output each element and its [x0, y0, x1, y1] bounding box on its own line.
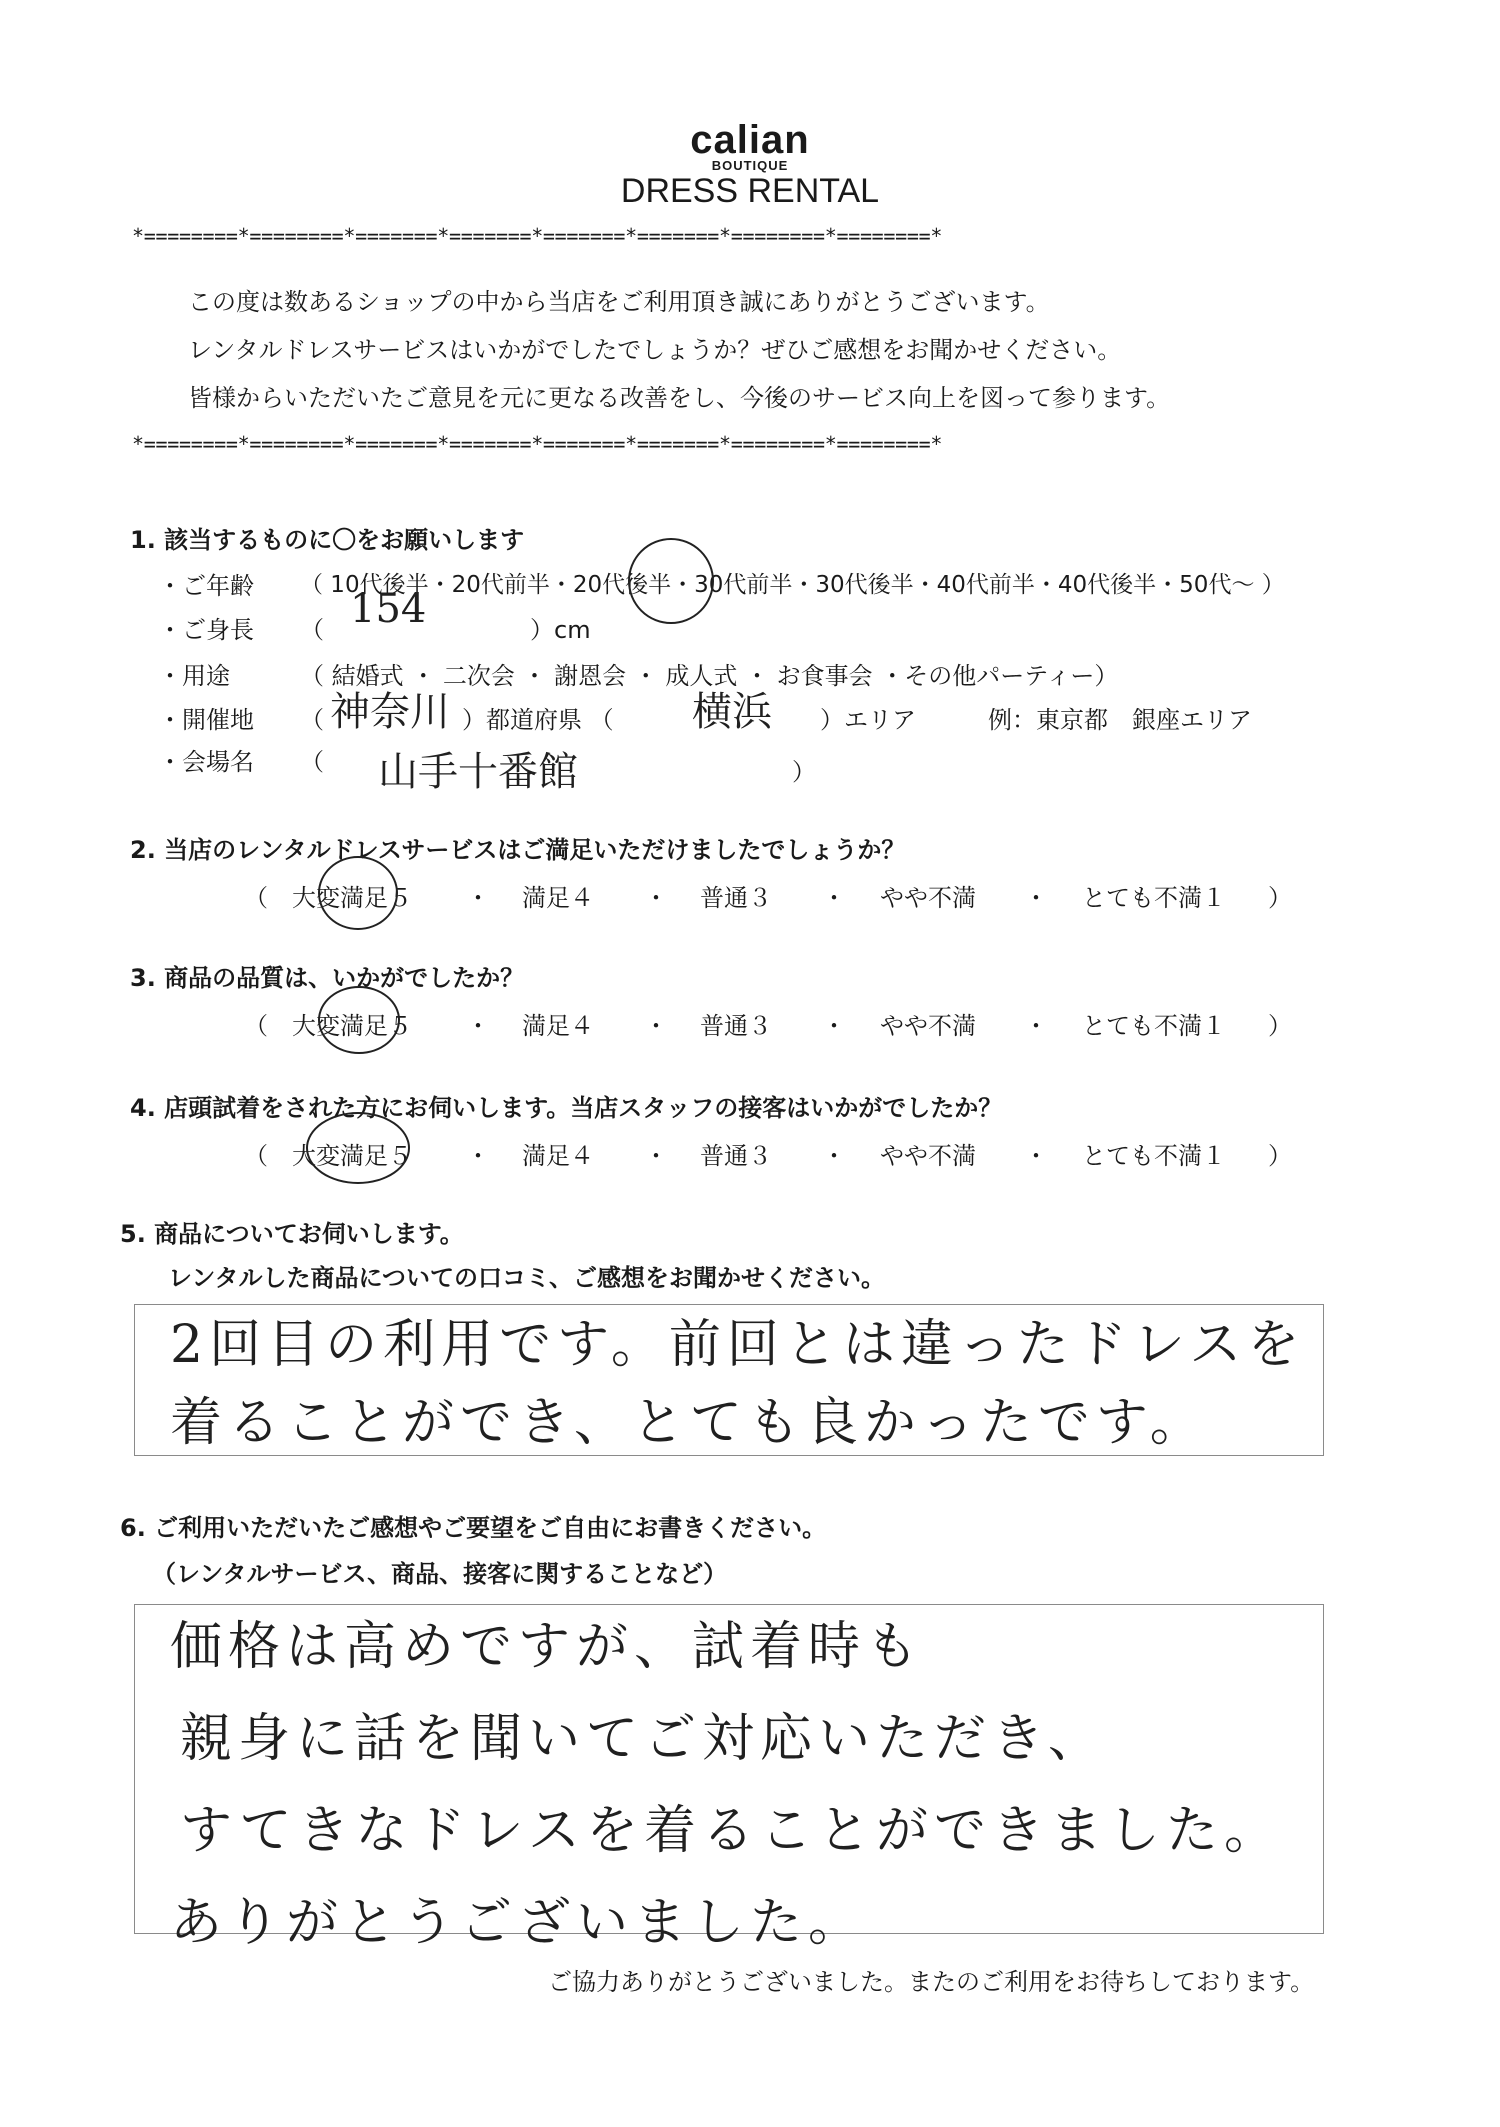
q6-subtitle: （レンタルサービス、商品、接客に関することなど）: [152, 1560, 728, 1588]
height-value: 154: [350, 586, 427, 632]
brand-logo: calian: [690, 118, 810, 162]
q4-open: （: [244, 1142, 268, 1170]
q4-option-1: とても不満１: [1082, 1142, 1226, 1170]
venue-label: ・会場名: [158, 748, 254, 776]
intro-line-3: 皆様からいただいたご意見を元に更なる改善をし、今後のサービス向上を図って参ります。: [188, 384, 1171, 412]
location-prefecture: 神奈川: [330, 689, 450, 735]
q4-option-5: 大変満足５: [292, 1142, 412, 1170]
q6-title: 6. ご利用いただいたご感想やご要望をご自由にお書きください。: [120, 1514, 827, 1542]
q1-title: 1. 該当するものに〇をお願いします: [130, 526, 525, 554]
q3-sep: ・: [644, 1012, 668, 1040]
q2-open: （: [244, 884, 268, 912]
q6-answer-line-2: 親身に話を聞いてご対応いただき、: [180, 1709, 1106, 1769]
q4-title: 4. 店頭試着をされた方にお伺いします。当店スタッフの接客はいかがでしたか？: [130, 1094, 1003, 1122]
q2-sep: ・: [822, 884, 846, 912]
q3-close: ）: [1268, 1012, 1292, 1040]
q3-option-5: 大変満足５: [292, 1012, 412, 1040]
q4-sep: ・: [644, 1142, 668, 1170]
q3-sep: ・: [1024, 1012, 1048, 1040]
q3-option-4: 満足４: [522, 1012, 594, 1040]
q4-close: ）: [1268, 1142, 1292, 1170]
age-label: ・ご年齢: [158, 572, 254, 600]
q2-title: 2. 当店のレンタルドレスサービスはご満足いただけましたでしょうか？: [130, 836, 906, 864]
q3-option-2: やや不満: [880, 1012, 976, 1040]
q6-answer-line-3: すてきなドレスを着ることができました。: [180, 1801, 1283, 1861]
q2-option-5: 大変満足５: [292, 884, 412, 912]
q2-option-4: 満足４: [522, 884, 594, 912]
q3-title: 3. 商品の品質は、いかがでしたか？: [130, 964, 525, 992]
selected-circle-q2: [318, 856, 398, 930]
page-title: DRESS RENTAL: [620, 172, 880, 210]
divider-bottom: *========*========*=======*=======*=======*=======*========*========*: [132, 432, 943, 456]
selected-circle-age: [628, 538, 714, 624]
q2-close: ）: [1268, 884, 1292, 912]
location-example: 例：東京都 銀座エリア: [988, 706, 1252, 734]
q4-sep: ・: [822, 1142, 846, 1170]
q5-answer-line-1: 2回目の利用です。前回とは違ったドレスを: [170, 1315, 1306, 1375]
q6-answer-line-1: 価格は高めですが、試着時も: [170, 1617, 925, 1677]
q2-option-1: とても不満１: [1082, 884, 1226, 912]
q4-sep: ・: [466, 1142, 490, 1170]
q3-option-3: 普通３: [700, 1012, 772, 1040]
footer-thanks: ご協力ありがとうございました。またのご利用をお待ちしております。: [548, 1968, 1315, 1996]
q5-title: 5. 商品についてお伺いします。: [120, 1220, 464, 1248]
venue-close: ）: [792, 758, 816, 786]
height-open: （: [300, 616, 324, 644]
q5-answer-line-2: 着ることができ、とても良かったです。: [170, 1393, 1208, 1453]
q2-sep: ・: [1024, 884, 1048, 912]
q2-sep: ・: [644, 884, 668, 912]
q3-open: （: [244, 1012, 268, 1040]
venue-open: （: [300, 748, 324, 776]
purpose-label: ・用途: [158, 662, 230, 690]
age-options: （ 10代後半・20代前半・20代後半・30代前半・30代後半・40代前半・40代後半・50代～ ）: [300, 572, 1285, 598]
height-label: ・ご身長: [158, 616, 254, 644]
height-close: ）cm: [530, 616, 591, 644]
intro-line-1: この度は数あるショップの中から当店をご利用頂き誠にありがとうございます。: [188, 288, 1050, 316]
q4-option-3: 普通３: [700, 1142, 772, 1170]
q2-option-3: 普通３: [700, 884, 772, 912]
venue-value: 山手十番館: [378, 749, 578, 795]
selected-circle-q3: [318, 986, 400, 1054]
q5-subtitle: レンタルした商品についての口コミ、ご感想をお聞かせください。: [168, 1264, 885, 1292]
q4-sep: ・: [1024, 1142, 1048, 1170]
location-close: ）エリア: [820, 706, 916, 734]
q2-sep: ・: [466, 884, 490, 912]
location-mid: ）都道府県 （: [462, 706, 614, 734]
purpose-options: （ 結婚式 ・ 二次会 ・ 謝恩会 ・ 成人式 ・ お食事会 ・その他パーティー）: [300, 662, 1119, 690]
divider-top: *========*========*=======*=======*=======*=======*========*========*: [132, 224, 943, 248]
q4-option-4: 満足４: [522, 1142, 594, 1170]
q6-answer-line-4: ありがとうございました。: [170, 1893, 867, 1953]
q4-option-2: やや不満: [880, 1142, 976, 1170]
intro-line-2: レンタルドレスサービスはいかがでしたでしょうか？ぜひご感想をお聞かせください。: [188, 336, 1122, 364]
selected-circle-q4: [306, 1112, 410, 1184]
q3-option-1: とても不満１: [1082, 1012, 1226, 1040]
location-label: ・開催地: [158, 706, 254, 734]
q2-option-2: やや不満: [880, 884, 976, 912]
brand-sub: BOUTIQUE: [711, 158, 789, 173]
location-open: （: [300, 706, 324, 734]
location-area: 横浜: [692, 689, 772, 735]
q3-sep: ・: [822, 1012, 846, 1040]
q3-sep: ・: [466, 1012, 490, 1040]
